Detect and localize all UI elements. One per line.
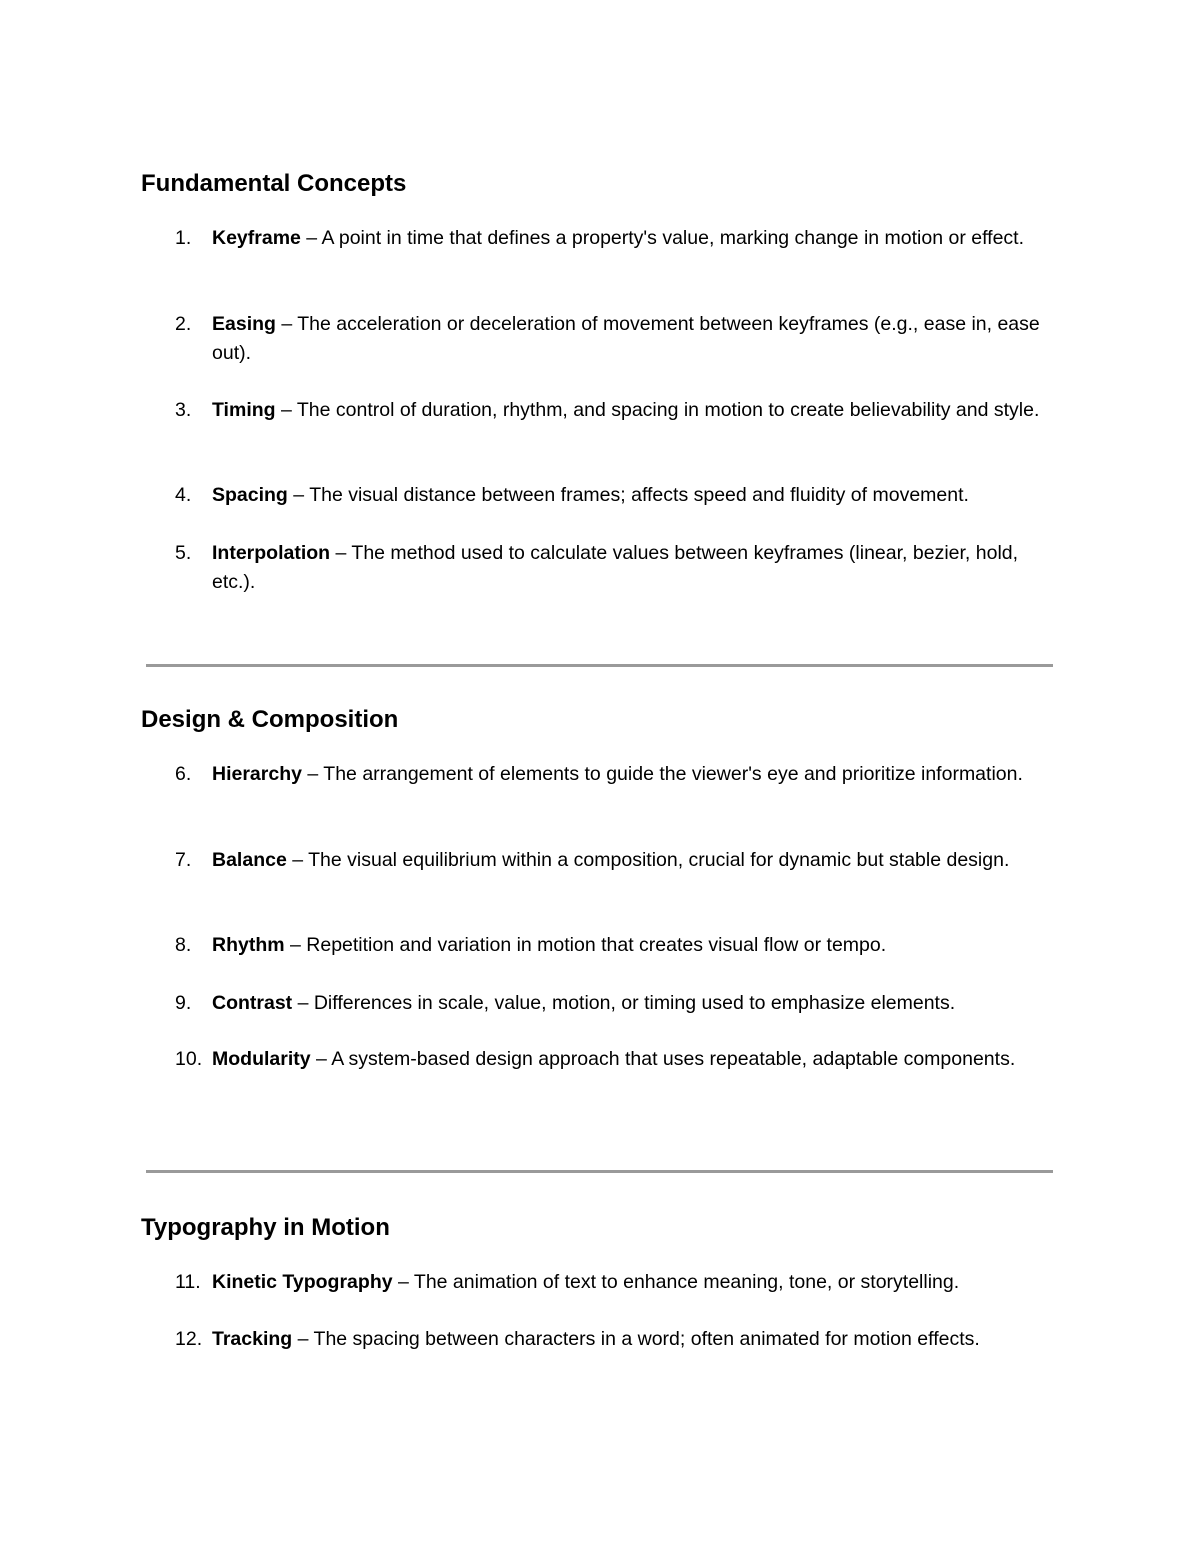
item-term: Kinetic Typography [212,1271,393,1293]
section-divider [146,1170,1053,1173]
list-item [175,539,1060,597]
item-term: Keyframe [212,227,301,249]
list-item [175,760,1060,789]
section-heading-design-composition: Design & Composition [141,706,399,733]
item-definition: – A system-based design approach that uses repeatable, adaptable components. [310,1048,1016,1070]
item-term: Contrast [212,992,293,1014]
item-term: Balance [212,849,287,871]
item-definition: – The arrangement of elements to guide the viewer's eye and prioritize information. [301,763,1023,785]
item-definition: – The animation of text to enhance meaning, tone, or storytelling. [392,1271,960,1293]
item-term: Easing [212,313,276,335]
item-number: 3. [175,399,192,421]
item-number: 4. [175,484,192,506]
list-item [175,1045,1060,1074]
item-number: 5. [175,542,192,564]
list-item [175,846,1060,875]
list-item [175,931,1060,960]
item-term: Rhythm [212,934,285,956]
list-item [175,1325,1060,1354]
item-number: 9. [175,992,192,1014]
list-item [175,396,1060,425]
item-term: Hierarchy [212,763,302,785]
list-item [175,310,1060,368]
list-item [175,1268,1060,1297]
item-definition: – A point in time that defines a property's value, marking change in motion or effect. [300,227,1024,249]
list-item [175,481,1060,510]
item-number: 11. [175,1271,201,1293]
item-number: 10. [175,1048,203,1070]
item-definition: – Differences in scale, value, motion, or timing used to emphasize elements. [292,992,956,1014]
item-term: Modularity [212,1048,311,1070]
item-number: 12. [175,1328,203,1350]
item-definition: – The spacing between characters in a word; often animated for motion effects. [292,1328,980,1350]
item-definition: – The method used to calculate values between keyframes (linear, bezier, hold, etc.). [212,542,1019,593]
section-divider [146,664,1053,667]
item-term: Spacing [212,484,288,506]
item-number: 6. [175,763,192,785]
item-number: 2. [175,313,192,335]
list-item [175,224,1060,253]
item-number: 1. [175,227,192,249]
section-heading-fundamental-concepts: Fundamental Concepts [141,170,407,197]
list-item [175,989,1060,1018]
item-term: Timing [212,399,276,421]
section-heading-typography-in-motion: Typography in Motion [141,1214,390,1241]
item-term: Interpolation [212,542,331,564]
item-definition: – The acceleration or deceleration of movement between keyframes (e.g., ease in, ease out). [212,313,1040,364]
item-number: 7. [175,849,192,871]
item-term: Tracking [212,1328,293,1350]
item-definition: – The visual equilibrium within a composition, crucial for dynamic but stable design. [286,849,1010,871]
item-definition: – Repetition and variation in motion that creates visual flow or tempo. [284,934,887,956]
item-definition: – The visual distance between frames; affects speed and fluidity of movement. [287,484,969,506]
item-definition: – The control of duration, rhythm, and spacing in motion to create believability and style. [275,399,1040,421]
item-number: 8. [175,934,192,956]
